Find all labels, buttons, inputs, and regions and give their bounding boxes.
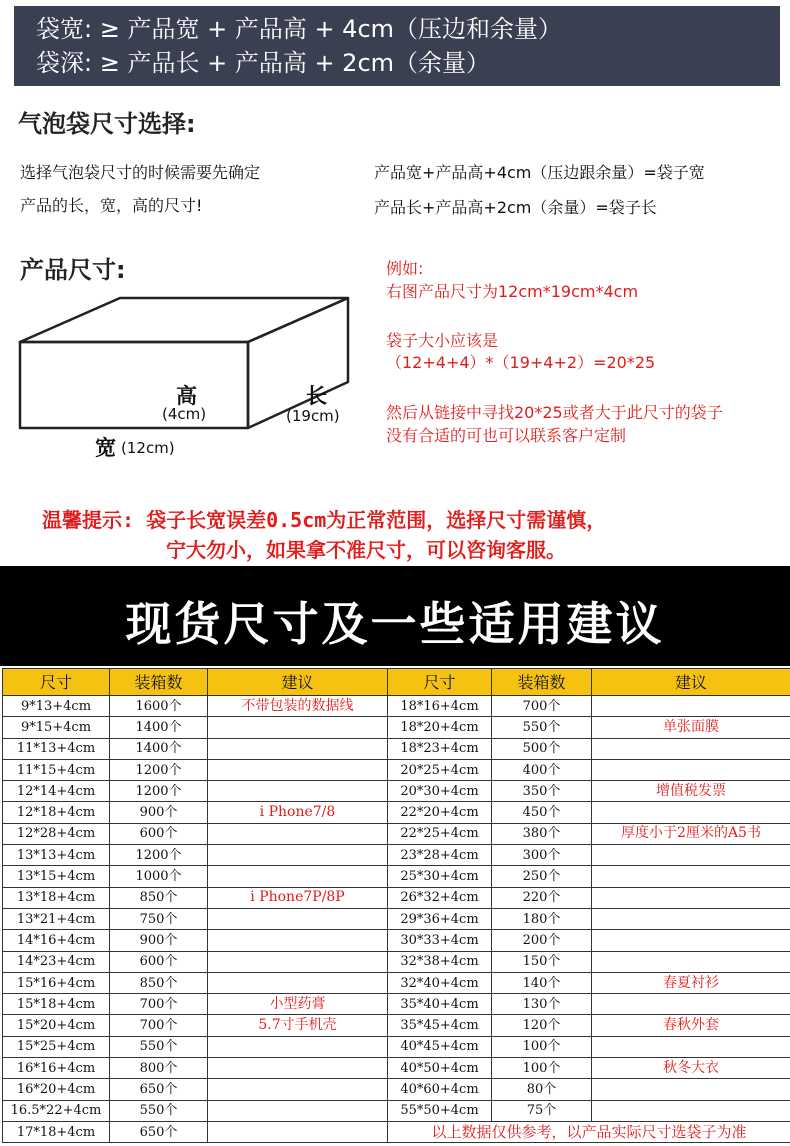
header-size: 尺寸 [3,669,110,696]
formula-length-text: 产品长+产品高+2cm（余量）=袋子长 [374,198,657,217]
suggestion-cell [208,845,388,866]
qty-cell: 380个 [492,823,592,844]
table-row [3,696,790,717]
size-cell: 22*20+4cm [388,802,492,823]
qty-cell: 1400个 [110,717,208,738]
size-cell: 30*33+4cm [388,930,492,951]
size-cell: 15*25+4cm [3,1036,110,1057]
table-row [3,1121,790,1142]
qty-cell: 550个 [110,1100,208,1121]
size-cell: 26*32+4cm [388,887,492,908]
formula-banner [14,6,780,86]
suggestion-cell: 厚度小于2厘米的A5书 [592,823,790,844]
header-qty: 装箱数 [110,669,208,696]
table-row [3,887,790,908]
table-title-band [0,566,790,666]
qty-cell: 1600个 [110,696,208,717]
table-row [3,781,790,802]
suggestion-cell [208,1058,388,1079]
suggestion-cell: 春秋外套 [592,1015,790,1036]
selection-intro-line2: 产品的长，宽，高的尺寸! [20,196,203,215]
table-row [3,1058,790,1079]
suggestion-cell: i Phone7/8 [208,802,388,823]
qty-cell: 850个 [110,887,208,908]
qty-cell: 1200个 [110,845,208,866]
suggestion-cell [592,1036,790,1057]
qty-cell: 1200个 [110,759,208,780]
example-label: 例如: [386,259,424,278]
tip-line1: 温馨提示: 袋子长宽误差0.5cm为正常范围，选择尺寸需谨慎， [42,508,607,532]
qty-cell: 750个 [110,908,208,929]
suggestion-cell [208,781,388,802]
qty-cell: 550个 [110,1036,208,1057]
size-cell: 18*23+4cm [388,738,492,759]
suggestion-cell [592,759,790,780]
qty-cell: 350个 [492,781,592,802]
qty-cell: 550个 [492,717,592,738]
size-cell: 35*40+4cm [388,994,492,1015]
qty-cell: 700个 [110,1015,208,1036]
size-cell: 11*15+4cm [3,759,110,780]
selection-intro-line1: 选择气泡袋尺寸的时候需要先确定 [20,163,261,182]
qty-cell: 400个 [492,759,592,780]
qty-cell: 180个 [492,908,592,929]
qty-cell: 500个 [492,738,592,759]
table-row [3,802,790,823]
table-row [3,1015,790,1036]
box-front-face [20,342,248,428]
size-cell: 15*20+4cm [3,1015,110,1036]
size-cell: 32*38+4cm [388,951,492,972]
table-row [3,1036,790,1057]
suggestion-cell [208,951,388,972]
table-row [3,972,790,993]
suggestion-cell [592,845,790,866]
size-cell: 9*15+4cm [3,717,110,738]
qty-cell: 220个 [492,887,592,908]
suggestion-cell [208,1036,388,1057]
table-row [3,823,790,844]
suggestion-cell [208,866,388,887]
table-row [3,1100,790,1121]
qty-cell: 100个 [492,1058,592,1079]
qty-cell: 650个 [110,1079,208,1100]
suggestion-cell [208,1100,388,1121]
table-row [3,951,790,972]
size-cell: 40*60+4cm [388,1079,492,1100]
suggestion-cell [592,994,790,1015]
example-custom: 没有合适的可也可以联系客户定制 [386,426,627,445]
suggestion-cell [592,951,790,972]
table-row [3,1079,790,1100]
qty-cell: 80个 [492,1079,592,1100]
suggestion-cell [592,696,790,717]
size-cell: 20*25+4cm [388,759,492,780]
qty-cell: 130个 [492,994,592,1015]
size-cell: 55*50+4cm [388,1100,492,1121]
box-diagram [14,290,359,465]
qty-cell: 1200个 [110,781,208,802]
size-cell: 35*45+4cm [388,1015,492,1036]
size-cell: 16*20+4cm [3,1079,110,1100]
size-cell: 22*25+4cm [388,823,492,844]
size-cell: 15*16+4cm [3,972,110,993]
suggestion-cell: 秋冬大衣 [592,1058,790,1079]
qty-cell: 300个 [492,845,592,866]
suggestion-cell: i Phone7P/8P [208,887,388,908]
size-cell: 12*28+4cm [3,823,110,844]
suggestion-cell [208,930,388,951]
qty-cell: 600个 [110,823,208,844]
size-cell: 18*20+4cm [388,717,492,738]
size-cell: 40*45+4cm [388,1036,492,1057]
example-find: 然后从链接中寻找20*25或者大于此尺寸的袋子 [386,403,723,422]
suggestion-cell [592,887,790,908]
size-cell: 32*40+4cm [388,972,492,993]
label-width: 宽 [95,436,116,460]
header-size: 尺寸 [388,669,492,696]
size-cell: 16*16+4cm [3,1058,110,1079]
size-table [2,668,790,1143]
label-length: 长 [306,384,327,408]
suggestion-cell: 增值税发票 [592,781,790,802]
value-length: (19cm) [286,407,340,425]
suggestion-cell: 5.7寸手机壳 [208,1015,388,1036]
qty-cell: 250个 [492,866,592,887]
qty-cell: 140个 [492,972,592,993]
suggestion-cell [208,972,388,993]
suggestion-cell: 春夏衬衫 [592,972,790,993]
value-width: (12cm) [121,439,175,457]
table-title: 现货尺寸及一些适用建议 [125,597,665,651]
suggestion-cell [592,866,790,887]
example-calc: （12+4+4）*（19+4+2）=20*25 [386,353,656,372]
header-qty: 装箱数 [492,669,592,696]
qty-cell: 700个 [110,994,208,1015]
suggestion-cell [208,759,388,780]
qty-cell: 850个 [110,972,208,993]
size-cell: 17*18+4cm [3,1121,110,1142]
suggestion-cell [592,1100,790,1121]
formula-width-text: 产品宽+产品高+4cm（压边跟余量）=袋子宽 [374,163,705,182]
qty-cell: 600个 [110,951,208,972]
suggestion-cell [208,1079,388,1100]
header-suggestion: 建议 [208,669,388,696]
size-cell: 20*30+4cm [388,781,492,802]
suggestion-cell [208,717,388,738]
size-cell: 13*13+4cm [3,845,110,866]
qty-cell: 75个 [492,1100,592,1121]
size-cell: 23*28+4cm [388,845,492,866]
table-row [3,759,790,780]
size-cell: 25*30+4cm [388,866,492,887]
table-row [3,845,790,866]
table-row [3,994,790,1015]
disclaimer-note: 以上数据仅供参考，以产品实际尺寸选袋子为准 [388,1121,790,1142]
qty-cell: 800个 [110,1058,208,1079]
size-cell: 13*18+4cm [3,887,110,908]
table-row [3,908,790,929]
suggestion-cell: 小型药膏 [208,994,388,1015]
size-cell: 14*16+4cm [3,930,110,951]
size-cell: 11*13+4cm [3,738,110,759]
suggestion-cell: 单张面膜 [592,717,790,738]
table-header-row [3,669,790,696]
qty-cell: 120个 [492,1015,592,1036]
size-cell: 29*36+4cm [388,908,492,929]
size-cell: 15*18+4cm [3,994,110,1015]
qty-cell: 150个 [492,951,592,972]
size-cell: 14*23+4cm [3,951,110,972]
qty-cell: 200个 [492,930,592,951]
value-height: (4cm) [162,405,207,423]
qty-cell: 450个 [492,802,592,823]
label-height: 高 [176,384,197,408]
suggestion-cell [592,802,790,823]
suggestion-cell [208,823,388,844]
table-row [3,738,790,759]
size-cell: 9*13+4cm [3,696,110,717]
bag-depth-formula: 袋深: ≥ 产品长 + 产品高 + 2cm（余量） [36,49,491,77]
qty-cell: 650个 [110,1121,208,1142]
selection-title: 气泡袋尺寸选择: [18,110,196,138]
table-row [3,866,790,887]
size-cell: 40*50+4cm [388,1058,492,1079]
qty-cell: 100个 [492,1036,592,1057]
table-body [3,696,790,1143]
header-suggestion: 建议 [592,669,790,696]
tip-line2: 宁大勿小，如果拿不准尺寸，可以咨询客服。 [166,538,566,562]
suggestion-cell [592,738,790,759]
size-cell: 12*18+4cm [3,802,110,823]
qty-cell: 900个 [110,930,208,951]
suggestion-cell [592,930,790,951]
table-row [3,930,790,951]
size-cell: 13*15+4cm [3,866,110,887]
suggestion-cell [592,908,790,929]
bag-width-formula: 袋宽: ≥ 产品宽 + 产品高 + 4cm（压边和余量） [36,15,563,43]
size-cell: 12*14+4cm [3,781,110,802]
example-bag-title: 袋子大小应该是 [386,331,499,350]
qty-cell: 900个 [110,802,208,823]
qty-cell: 1400个 [110,738,208,759]
product-size-title: 产品尺寸: [20,256,126,284]
suggestion-cell [592,1079,790,1100]
qty-cell: 1000个 [110,866,208,887]
table-row [3,717,790,738]
size-cell: 13*21+4cm [3,908,110,929]
example-size: 右图产品尺寸为12cm*19cm*4cm [386,282,639,301]
suggestion-cell [208,908,388,929]
suggestion-cell [208,738,388,759]
qty-cell: 700个 [492,696,592,717]
size-cell: 16.5*22+4cm [3,1100,110,1121]
suggestion-cell: 不带包装的数据线 [208,696,388,717]
suggestion-cell [208,1121,388,1142]
size-cell: 18*16+4cm [388,696,492,717]
